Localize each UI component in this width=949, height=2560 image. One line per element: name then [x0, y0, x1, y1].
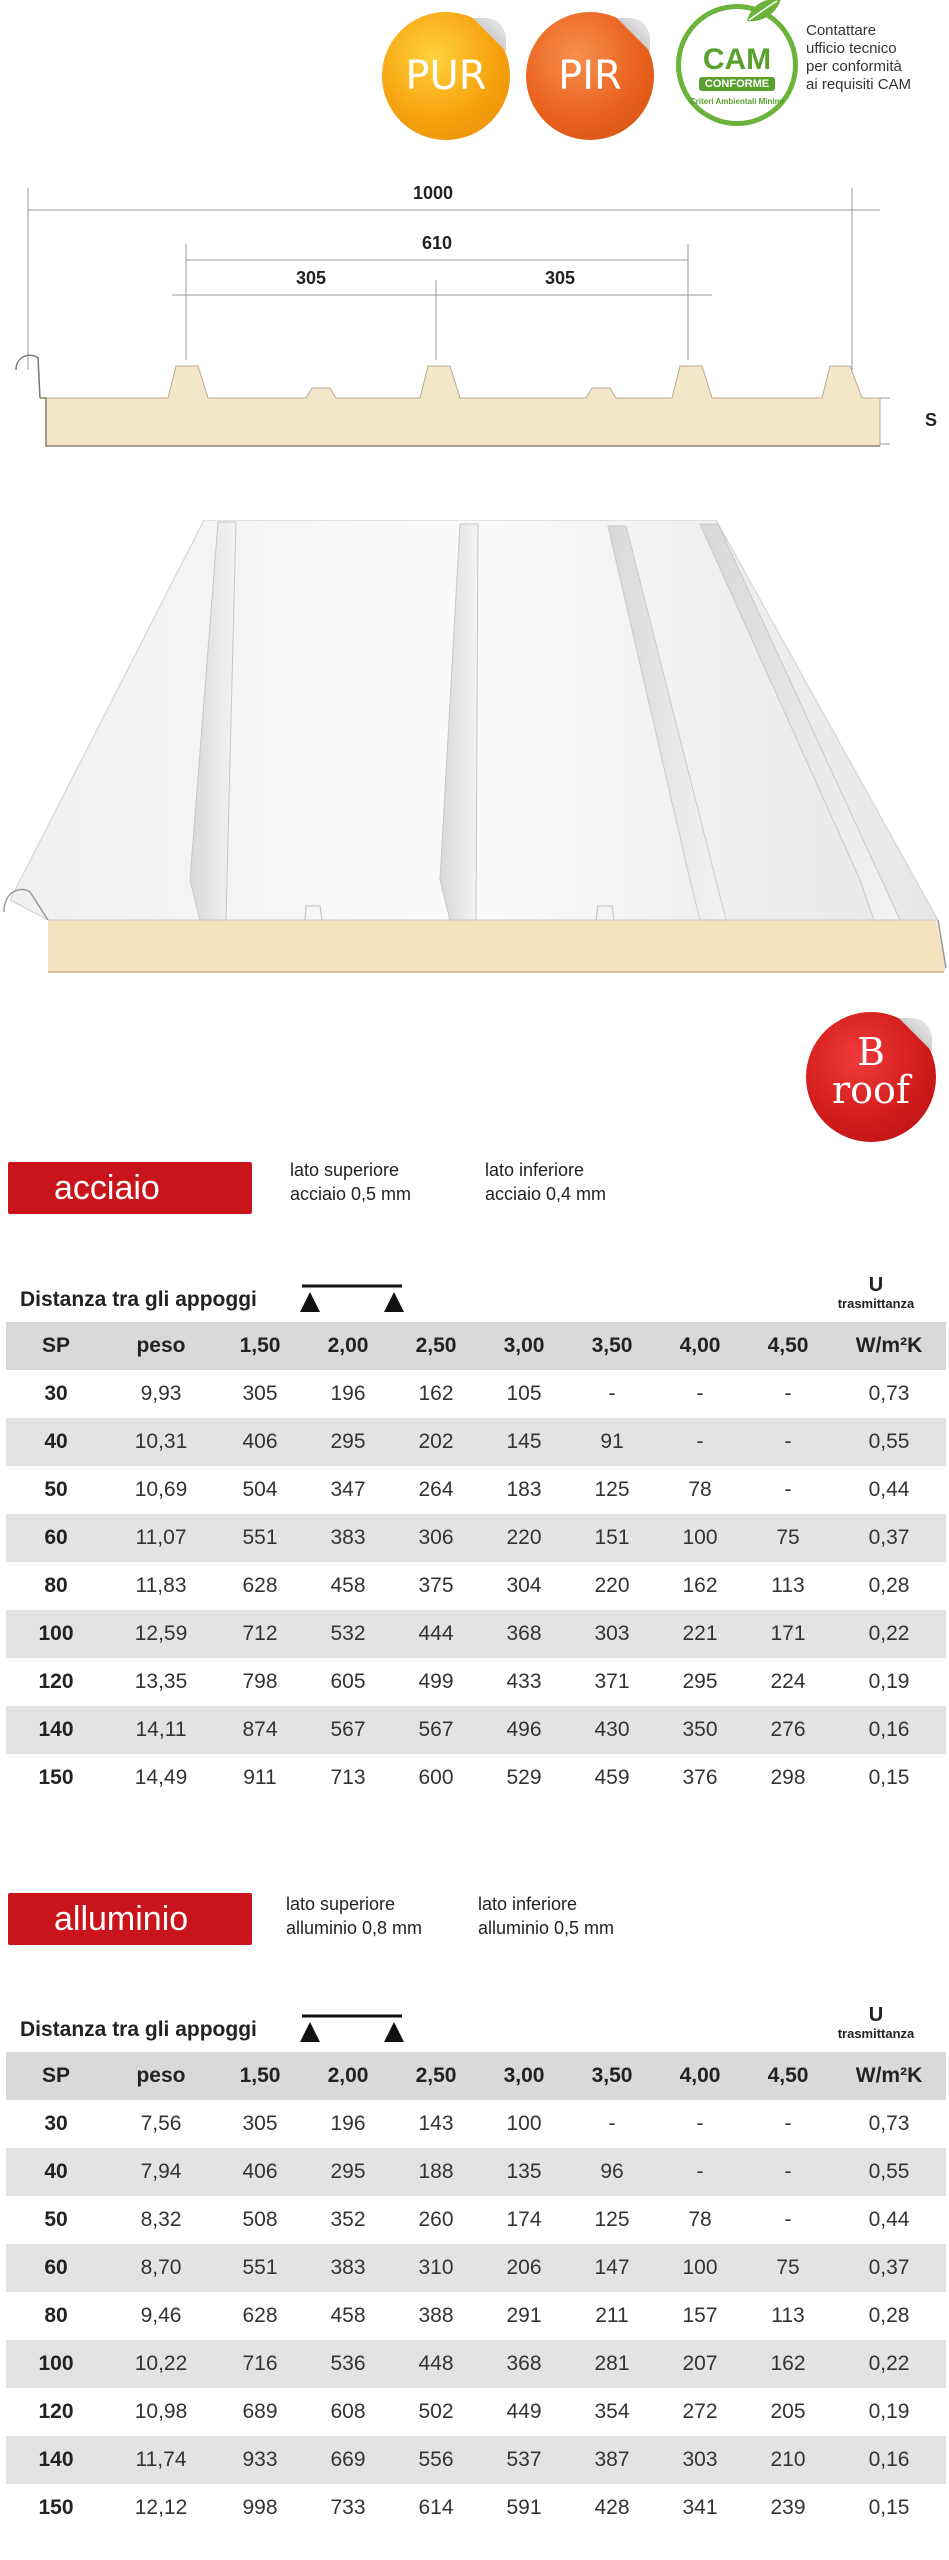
table-cell: 100 [506, 2112, 542, 2135]
table-row [6, 1466, 946, 1514]
column-header: 3,00 [480, 1322, 568, 1370]
distance-label: Distanza tra gli appoggi [20, 1288, 257, 1311]
table-cell: 388 [418, 2304, 454, 2327]
table-cell: 75 [744, 2244, 832, 2292]
table-cell: 532 [304, 1610, 392, 1658]
cam-arc-text: Criteri Ambientali Minimi [690, 97, 784, 106]
table-cell: 113 [771, 1574, 805, 1597]
table-cell: 205 [770, 2400, 806, 2423]
table-body [6, 1370, 946, 1802]
table-cell: 430 [568, 1706, 656, 1754]
table-cell: 224 [770, 1670, 806, 1693]
table-cell: 96 [568, 2148, 656, 2196]
column-header: 1,50 [216, 2052, 304, 2100]
table-cell: 689 [242, 2400, 278, 2423]
row-thickness-cell: 150 [38, 1766, 74, 1789]
table-cell: 162 [682, 1574, 718, 1597]
table-cell: 0,22 [832, 1610, 946, 1658]
column-header: 4,00 [656, 2052, 744, 2100]
table-row [6, 2196, 946, 2244]
u-header [826, 1274, 926, 1312]
table-cell: 303 [656, 2436, 744, 2484]
column-header: 2,00 [304, 1322, 392, 1370]
table-cell: 75 [744, 1514, 832, 1562]
cam-note-line: per conformità [806, 58, 902, 75]
table-cell: 91 [568, 1418, 656, 1466]
table-row [6, 1706, 946, 1754]
column-header: SP [6, 1322, 106, 1370]
u-sub-label: trasmittanza [837, 1296, 915, 1311]
table-cell: 14,49 [134, 1766, 188, 1789]
pir-badge [526, 12, 654, 140]
table-cell: 0,19 [868, 1670, 910, 1693]
table-cell: 147 [568, 2244, 656, 2292]
table-cell: 0,73 [868, 1382, 910, 1405]
table-cell: 125 [594, 2208, 630, 2231]
table-row [6, 1658, 946, 1706]
table-cell: 260 [418, 2208, 454, 2231]
column-header: 4,50 [744, 1322, 832, 1370]
table-cell: 304 [506, 1574, 542, 1597]
column-header: 2,50 [392, 2052, 480, 2100]
table-cell: 207 [656, 2340, 744, 2388]
span-supports-icon [296, 2010, 408, 2044]
table-cell: 911 [243, 1766, 277, 1789]
column-header: 3,50 [568, 1322, 656, 1370]
table-cell: - [744, 1418, 832, 1466]
table-cell: 298 [770, 1766, 806, 1789]
table-header-row [6, 2052, 946, 2100]
table-cell: 406 [216, 2148, 304, 2196]
table-cell: 10,22 [106, 2340, 216, 2388]
table-cell: 295 [304, 2148, 392, 2196]
table-row [6, 1418, 946, 1466]
dimension-total: 1000 [413, 183, 454, 203]
panel-profile [40, 366, 880, 446]
table-cell: 551 [216, 2244, 304, 2292]
column-header: peso [106, 2052, 216, 2100]
table-cell: 0,37 [832, 2244, 946, 2292]
table-cell: 0,15 [868, 1766, 910, 1789]
table-cell: - [784, 2112, 792, 2135]
table-cell: 10,98 [134, 2400, 188, 2423]
table-row [6, 2388, 946, 2436]
table-cell: 78 [688, 2208, 712, 2231]
table-row [6, 1514, 946, 1562]
table-cell: 458 [330, 1574, 366, 1597]
table-row [6, 2484, 946, 2532]
table-cell: 341 [682, 2496, 718, 2519]
table-cell: 174 [506, 2208, 542, 2231]
table-cell: 171 [744, 1610, 832, 1658]
table-row [6, 2148, 946, 2196]
table-cell: 376 [682, 1766, 718, 1789]
table-cell: 716 [216, 2340, 304, 2388]
table-cell: 0,55 [832, 1418, 946, 1466]
table-cell: 272 [682, 2400, 718, 2423]
cam-note [806, 22, 946, 94]
table-cell: 529 [506, 1766, 542, 1789]
table-cell: 496 [480, 1706, 568, 1754]
column-header: 4,50 [744, 2052, 832, 2100]
table-cell: 368 [480, 2340, 568, 2388]
table-cell: 350 [656, 1706, 744, 1754]
table-cell: 0,15 [868, 2496, 910, 2519]
table-cell: 100 [656, 2244, 744, 2292]
u-sub-label: trasmittanza [837, 2026, 915, 2041]
table-cell: 239 [770, 2496, 806, 2519]
table-cell: 551 [216, 1514, 304, 1562]
row-thickness-cell: 40 [6, 2148, 106, 2196]
table-cell: - [784, 1382, 792, 1405]
column-header: 1,50 [216, 1322, 304, 1370]
table-cell: - [784, 2208, 792, 2231]
span-supports-icon [296, 1280, 408, 1314]
table-cell: 0,28 [868, 1574, 910, 1597]
table-cell: 591 [506, 2496, 542, 2519]
u-label: U [868, 2004, 884, 2026]
row-thickness-cell: 120 [38, 1670, 74, 1693]
table-row [6, 2340, 946, 2388]
row-thickness-cell: 150 [38, 2496, 74, 2519]
table-cell: 556 [392, 2436, 480, 2484]
table-cell: 537 [480, 2436, 568, 2484]
broof-badge [806, 1012, 936, 1142]
table-cell: 295 [682, 1670, 718, 1693]
table-cell: 310 [392, 2244, 480, 2292]
table-cell: 428 [594, 2496, 630, 2519]
row-thickness-cell: 60 [6, 1514, 106, 1562]
table-cell: 567 [392, 1706, 480, 1754]
table-cell: 100 [656, 1514, 744, 1562]
table-cell: 508 [242, 2208, 278, 2231]
row-thickness-cell: 30 [44, 2112, 68, 2135]
material-label-acciaio: acciaio [8, 1162, 252, 1214]
top-side-value: acciaio 0,5 mm [290, 1184, 412, 1204]
row-thickness-cell: 40 [6, 1418, 106, 1466]
table-cell: 211 [595, 2304, 629, 2327]
table-row [6, 1754, 946, 1802]
column-header: 3,50 [568, 2052, 656, 2100]
table-row [6, 2100, 946, 2148]
table-cell: 12,12 [134, 2496, 188, 2519]
table-cell: - [744, 2148, 832, 2196]
table-cell: 375 [418, 1574, 454, 1597]
row-thickness-cell: 140 [6, 1706, 106, 1754]
u-header [826, 2004, 926, 2042]
table-cell: 10,31 [106, 1418, 216, 1466]
table-cell: 11,74 [106, 2436, 216, 2484]
table-cell: 449 [506, 2400, 542, 2423]
top-side-label: lato superiore [286, 1894, 396, 1914]
row-thickness-cell: 100 [6, 1610, 106, 1658]
table-cell: 196 [330, 2112, 366, 2135]
top-side-spec [290, 1158, 411, 1206]
table-cell: - [696, 2112, 704, 2135]
table-body [6, 2100, 946, 2532]
table-cell: 281 [568, 2340, 656, 2388]
table-cell: 303 [568, 1610, 656, 1658]
table-cell: 614 [418, 2496, 454, 2519]
table-cell: 143 [418, 2112, 454, 2135]
table-cell: 220 [480, 1514, 568, 1562]
row-thickness-cell: 30 [44, 1382, 68, 1405]
table-cell: 383 [304, 1514, 392, 1562]
table-cell: - [656, 1418, 744, 1466]
panel-perspective-image [0, 520, 949, 980]
leaf-icon [743, 0, 785, 25]
table-cell: 600 [418, 1766, 454, 1789]
table-cell: 162 [744, 2340, 832, 2388]
table-cell: 628 [242, 1574, 278, 1597]
table-cell: 306 [392, 1514, 480, 1562]
table-cell: 458 [330, 2304, 366, 2327]
table-cell: 0,19 [868, 2400, 910, 2423]
peel-corner-icon [472, 18, 506, 52]
table-cell: 264 [418, 1478, 454, 1501]
column-header: peso [106, 1322, 216, 1370]
column-header: 3,00 [480, 2052, 568, 2100]
column-header: 2,50 [392, 1322, 480, 1370]
table-cell: 10,69 [134, 1478, 188, 1501]
table-cell: 536 [304, 2340, 392, 2388]
table-cell: 206 [480, 2244, 568, 2292]
peel-corner-icon [616, 18, 650, 52]
material-label-alluminio: alluminio [8, 1893, 252, 1945]
broof-line2: roof [832, 1068, 910, 1112]
table-cell: 291 [506, 2304, 542, 2327]
table-cell: 444 [392, 1610, 480, 1658]
table-cell: 8,70 [106, 2244, 216, 2292]
dimension-right: 305 [545, 268, 576, 288]
table-cell: 433 [506, 1670, 542, 1693]
table-cell: 9,46 [140, 2304, 182, 2327]
table-cell: 11,83 [135, 1574, 187, 1597]
row-thickness-cell: 80 [44, 2304, 68, 2327]
column-header: 2,00 [304, 2052, 392, 2100]
table-cell: 712 [216, 1610, 304, 1658]
bottom-side-label: lato inferiore [478, 1894, 578, 1914]
table-cell: 0,73 [868, 2112, 910, 2135]
column-header: W/m²K [832, 1322, 946, 1370]
top-side-spec [286, 1892, 422, 1940]
table-cell: 383 [304, 2244, 392, 2292]
table-cell: - [784, 1478, 792, 1501]
broof-line1: B [857, 1030, 885, 1074]
table-cell: 733 [330, 2496, 366, 2519]
peel-corner-icon [898, 1018, 932, 1052]
distance-label: Distanza tra gli appoggi [20, 2018, 257, 2041]
top-side-value: alluminio 0,8 mm [286, 1918, 423, 1938]
bottom-side-spec [485, 1158, 606, 1206]
bottom-side-spec [478, 1892, 614, 1940]
top-side-label: lato superiore [290, 1160, 400, 1180]
cam-subtitle: CONFORME [699, 77, 775, 91]
table-cell: 0,55 [832, 2148, 946, 2196]
table-cell: 9,93 [140, 1382, 182, 1405]
table-row [6, 2244, 946, 2292]
table-cell: 8,32 [140, 2208, 182, 2231]
row-thickness-cell: 140 [6, 2436, 106, 2484]
table-cell: 221 [656, 1610, 744, 1658]
u-label: U [868, 1274, 884, 1296]
table-cell: 11,07 [106, 1514, 216, 1562]
table-cell: 202 [392, 1418, 480, 1466]
column-header: 4,00 [656, 1322, 744, 1370]
cam-note-line: Contattare [806, 22, 877, 39]
table-cell: 196 [330, 1382, 366, 1405]
pur-badge-label: PUR [405, 53, 487, 99]
row-thickness-cell: 50 [44, 1478, 68, 1501]
cam-badge [676, 4, 798, 126]
table-cell: 628 [242, 2304, 278, 2327]
table-cell: 305 [242, 2112, 278, 2135]
table-cell: 504 [242, 1478, 278, 1501]
table-cell: 0,44 [868, 1478, 910, 1501]
table-cell: 459 [594, 1766, 630, 1789]
table-cell: 13,35 [134, 1670, 188, 1693]
bottom-side-value: alluminio 0,5 mm [478, 1918, 615, 1938]
table-cell: 0,16 [832, 2436, 946, 2484]
table-cell: 371 [594, 1670, 630, 1693]
table-cell: 151 [568, 1514, 656, 1562]
table-cell: 188 [392, 2148, 480, 2196]
table-cell: 713 [330, 1766, 366, 1789]
table-cell: 354 [594, 2400, 630, 2423]
column-header: SP [6, 2052, 106, 2100]
table-cell: 448 [392, 2340, 480, 2388]
table-cell: 0,16 [832, 1706, 946, 1754]
data-table-alluminio [6, 2052, 946, 2532]
table-cell: - [696, 1382, 704, 1405]
pur-badge [382, 12, 510, 140]
table-cell: 933 [216, 2436, 304, 2484]
table-cell: 669 [304, 2436, 392, 2484]
cam-note-line: ai requisiti CAM [806, 76, 912, 93]
table-cell: 276 [744, 1706, 832, 1754]
table-cell: 220 [594, 1574, 630, 1597]
table-cell: 105 [506, 1382, 542, 1405]
table-cell: 183 [506, 1478, 542, 1501]
table-cell: 135 [480, 2148, 568, 2196]
table-cell: 0,22 [832, 2340, 946, 2388]
data-table-acciaio [6, 1322, 946, 1802]
table-cell: 605 [330, 1670, 366, 1693]
thickness-label: S [925, 410, 938, 430]
cross-section-drawing [0, 180, 949, 470]
row-thickness-cell: 120 [38, 2400, 74, 2423]
table-cell: - [656, 2148, 744, 2196]
table-row [6, 1610, 946, 1658]
table-cell: 12,59 [106, 1610, 216, 1658]
table-cell: 0,28 [868, 2304, 910, 2327]
table-cell: 145 [480, 1418, 568, 1466]
table-cell: 798 [242, 1670, 278, 1693]
table-cell: 387 [568, 2436, 656, 2484]
table-cell: 567 [304, 1706, 392, 1754]
bottom-side-label: lato inferiore [485, 1160, 585, 1180]
table-cell: - [608, 1382, 616, 1405]
row-thickness-cell: 60 [6, 2244, 106, 2292]
table-cell: 7,94 [106, 2148, 216, 2196]
row-thickness-cell: 50 [44, 2208, 68, 2231]
table-cell: 295 [304, 1418, 392, 1466]
table-cell: 406 [216, 1418, 304, 1466]
table-cell: 368 [480, 1610, 568, 1658]
pir-badge-label: PIR [558, 53, 622, 99]
table-cell: 78 [688, 1478, 712, 1501]
table-row [6, 1370, 946, 1418]
table-cell: 125 [594, 1478, 630, 1501]
table-cell: 998 [242, 2496, 278, 2519]
row-thickness-cell: 100 [6, 2340, 106, 2388]
table-cell: 305 [242, 1382, 278, 1405]
cam-note-line: ufficio tecnico [806, 40, 897, 57]
table-cell: 210 [744, 2436, 832, 2484]
table-cell: 352 [330, 2208, 366, 2231]
row-thickness-cell: 80 [44, 1574, 68, 1597]
table-cell: 499 [418, 1670, 454, 1693]
table-cell: 608 [330, 2400, 366, 2423]
table-header-row [6, 1322, 946, 1370]
table-cell: 157 [682, 2304, 718, 2327]
table-cell: 0,44 [868, 2208, 910, 2231]
dimension-mid: 610 [422, 233, 453, 253]
bottom-side-value: acciaio 0,4 mm [485, 1184, 607, 1204]
table-cell: 0,37 [832, 1514, 946, 1562]
table-cell: 14,11 [106, 1706, 216, 1754]
table-cell: 347 [330, 1478, 366, 1501]
table-cell: 7,56 [140, 2112, 182, 2135]
cam-title: CAM [702, 43, 772, 76]
table-cell: 162 [418, 1382, 454, 1405]
column-header: W/m²K [832, 2052, 946, 2100]
table-row [6, 1562, 946, 1610]
table-cell: 113 [771, 2304, 805, 2327]
table-cell: - [608, 2112, 616, 2135]
table-cell: 874 [216, 1706, 304, 1754]
table-row [6, 2436, 946, 2484]
table-cell: 502 [418, 2400, 454, 2423]
dimension-left: 305 [296, 268, 327, 288]
table-row [6, 2292, 946, 2340]
